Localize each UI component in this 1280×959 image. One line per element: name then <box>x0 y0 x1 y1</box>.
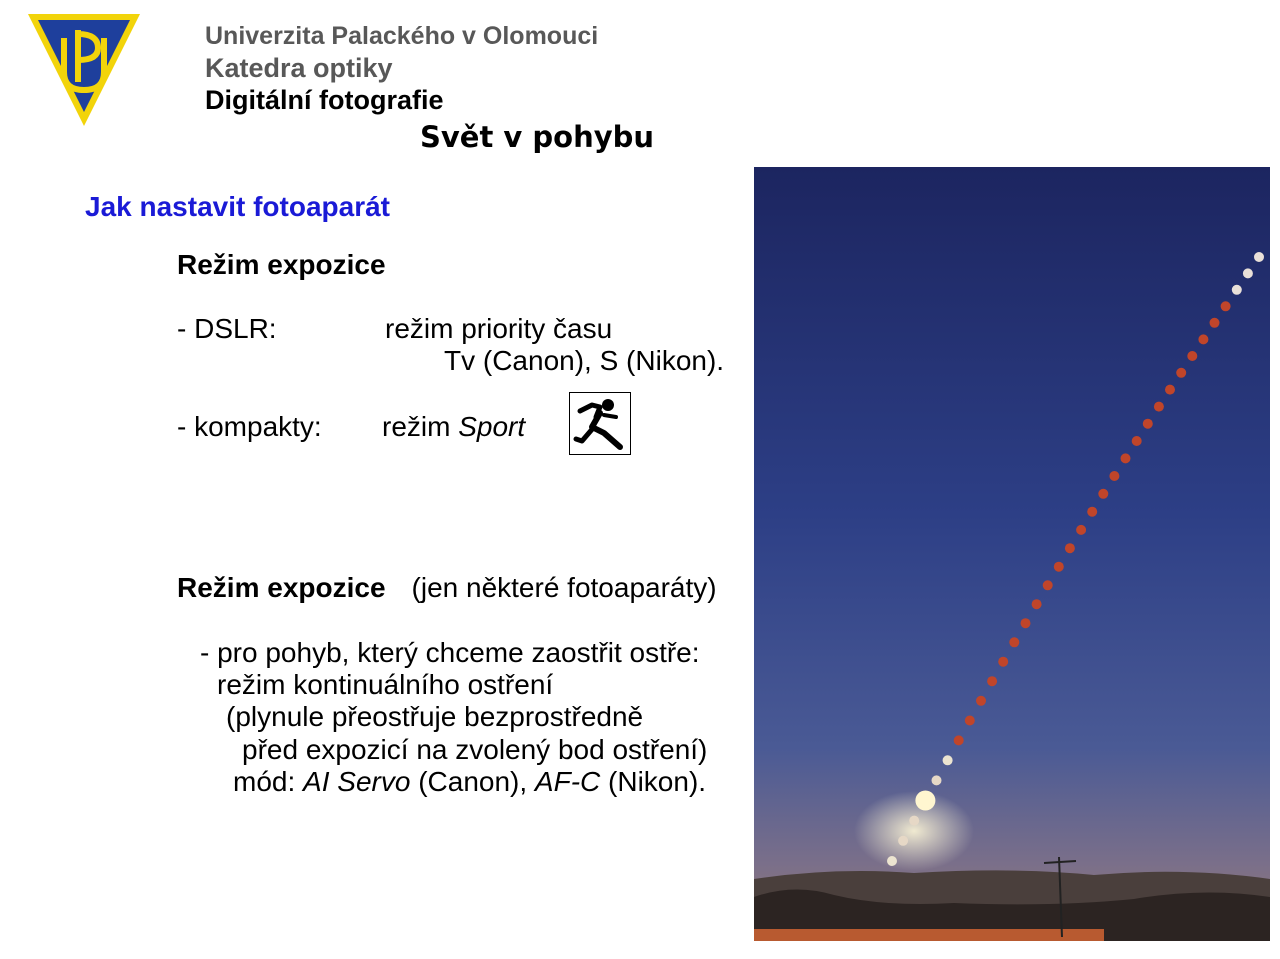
moon-phase <box>965 716 975 726</box>
moon-phase <box>1109 471 1119 481</box>
compact-mode: režim Sport <box>382 411 526 442</box>
moon-phase <box>1210 318 1220 328</box>
moon-phase <box>1243 268 1253 278</box>
university-logo <box>26 10 142 128</box>
section2-heading: Režim expozice (jen některé fotoaparáty) <box>177 572 717 603</box>
section1-heading: Režim expozice <box>177 249 386 280</box>
moon-phase <box>1132 436 1142 446</box>
moon-phase <box>976 696 986 706</box>
moon-phase <box>932 775 942 785</box>
moon-phase <box>898 836 908 846</box>
moon-phase <box>1098 489 1108 499</box>
moon-phase <box>1054 562 1064 572</box>
moon-phase <box>1232 285 1242 295</box>
moon-phase <box>1065 543 1075 553</box>
lunar-eclipse-photo <box>754 167 1270 941</box>
sport-mode-icon <box>569 392 631 455</box>
university-name: Univerzita Palackého v Olomouci <box>205 22 599 50</box>
section2-line3: (plynule přeostřuje bezprostředně <box>226 701 644 732</box>
moon-phase <box>1254 252 1264 262</box>
moon-phase <box>998 657 1008 667</box>
moon-phase <box>1121 453 1131 463</box>
moon-phase <box>1187 351 1197 361</box>
moon-phase <box>1154 402 1164 412</box>
moon-phase <box>1076 525 1086 535</box>
moon-phase <box>943 755 953 765</box>
moon-phase <box>1009 637 1019 647</box>
section2-line2: režim kontinuálního ostření <box>217 669 554 700</box>
section2-line5: mód: AI Servo (Canon), AF-C (Nikon). <box>233 766 707 797</box>
moon-phase <box>1043 580 1053 590</box>
moon-phase <box>1221 301 1231 311</box>
moon-phase <box>915 791 935 811</box>
moon-phase <box>1165 385 1175 395</box>
dslr-label: - DSLR: <box>177 313 277 344</box>
moon-phase <box>1021 618 1031 628</box>
moon-phase <box>1032 599 1042 609</box>
moon-phase <box>909 816 919 826</box>
section2-line4: před expozicí na zvolený bod ostření) <box>242 734 708 765</box>
course-name: Digitální fotografie <box>205 85 444 115</box>
section2-line1: - pro pohyb, který chceme zaostřit ostře: <box>200 637 700 668</box>
slide-title: Svět v pohybu <box>420 120 655 154</box>
moon-phase <box>1143 419 1153 429</box>
moon-phase <box>1087 507 1097 517</box>
department-name: Katedra optiky <box>205 53 393 83</box>
slide-subtitle: Jak nastavit fotoaparát <box>85 191 390 222</box>
dslr-detail: Tv (Canon), S (Nikon). <box>444 345 725 376</box>
dslr-mode: režim priority času <box>385 313 613 344</box>
moon-phase <box>954 735 964 745</box>
compact-label: - kompakty: <box>177 411 322 442</box>
moon-phase <box>887 856 897 866</box>
moon-phase <box>987 676 997 686</box>
moon-phase <box>1176 368 1186 378</box>
moon-phase <box>1198 334 1208 344</box>
